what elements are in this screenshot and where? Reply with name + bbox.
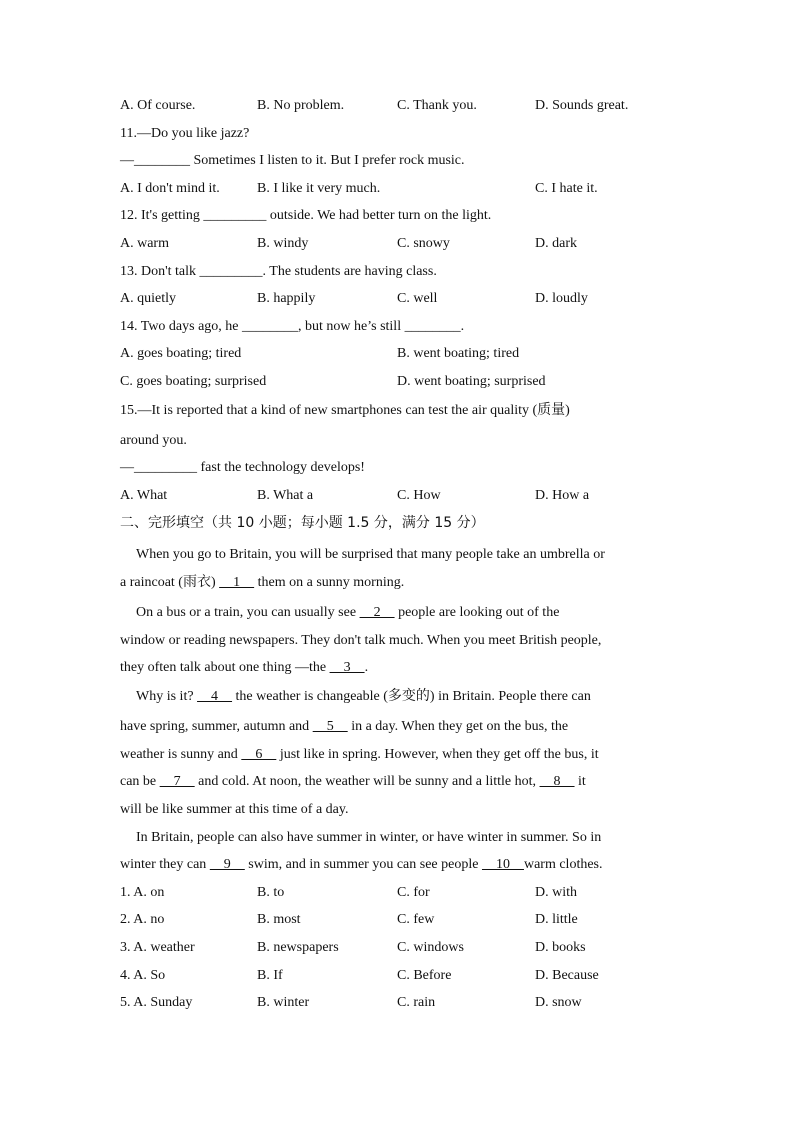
passage-p4-line2 [120, 858, 603, 872]
passage-text: a raincoat (雨衣) [120, 575, 220, 590]
passage-text: them on a sunny morning. [254, 575, 405, 590]
cloze-blank-1: 1 [219, 575, 255, 590]
q13-stem [120, 265, 437, 279]
cloze-blank-3: 3 [329, 660, 365, 675]
passage-p3-line2 [120, 720, 568, 734]
passage-text: the weather is changeable (多变的) in Britain. People there can [232, 689, 591, 704]
cloze-2-option-d: D. little [535, 912, 578, 927]
q11-reply-dash: — [120, 153, 134, 168]
q13-stem-start: 13. Don't talk [120, 264, 200, 279]
cloze-5-option-c: C. rain [397, 995, 436, 1010]
cloze-3-option-c: C. windows [397, 940, 464, 955]
passage-text: have spring, summer, autumn and [120, 719, 313, 734]
passage-text: winter they can [120, 857, 210, 872]
q14-option-b: B. went boating; tired [397, 346, 520, 361]
q13-blank: _________ [199, 264, 263, 279]
q12-stem [120, 209, 491, 223]
q13-stem-end: . The students are having class. [262, 264, 437, 279]
passage-p4-line1: In Britain, people can also have summer in winter, or have winter in summer. So in [136, 830, 602, 845]
q15-stem-line2: around you. [120, 433, 187, 448]
cloze-1-option-b: B. to [257, 885, 285, 900]
passage-text: weather is sunny and [120, 747, 242, 762]
passage-text: On a bus or a train, you can usually see [136, 605, 360, 620]
passage-text: warm clothes. [523, 857, 603, 872]
cloze-2-option-c: C. few [397, 912, 435, 927]
q10-option-a: A. Of course. [120, 98, 196, 113]
q10-option-c: C. Thank you. [397, 98, 477, 113]
passage-text: they often talk about one thing —the [120, 660, 330, 675]
cloze-blank-7: 7 [159, 774, 195, 789]
passage-p1-line2 [120, 576, 404, 590]
cloze-blank-6: 6 [241, 747, 277, 762]
cloze-3-option-d: D. books [535, 940, 586, 955]
q15-stem-line1: 15.—It is reported that a kind of new smartphones can test the air quality (质量) [120, 403, 570, 418]
passage-p3-line3 [120, 748, 599, 762]
q13-option-b: B. happily [257, 291, 316, 306]
q13-option-d: D. loudly [535, 291, 588, 306]
passage-text: in a day. When they get on the bus, the [347, 719, 569, 734]
cloze-1-option-a: 1. A. on [120, 885, 165, 900]
cloze-4-option-a: 4. A. So [120, 968, 166, 983]
q11-option-a: A. I don't mind it. [120, 181, 220, 196]
q14-option-c: C. goes boating; surprised [120, 374, 267, 389]
q15-option-a: A. What [120, 488, 168, 503]
q10-option-d: D. Sounds great. [535, 98, 629, 113]
q12-blank: _________ [203, 208, 267, 223]
q11-reply [120, 154, 465, 168]
cloze-1-option-d: D. with [535, 885, 577, 900]
cloze-2-option-a: 2. A. no [120, 912, 165, 927]
q10-option-b: B. No problem. [257, 98, 345, 113]
q12-option-d: D. dark [535, 236, 577, 251]
cloze-blank-8: 8 [539, 774, 575, 789]
q13-option-a: A. quietly [120, 291, 176, 306]
q11-stem: 11.—Do you like jazz? [120, 126, 250, 141]
passage-text: can be [120, 774, 160, 789]
q11-blank: ________ [134, 153, 190, 168]
cloze-3-option-b: B. newspapers [257, 940, 339, 955]
q15-option-d: D. How a [535, 488, 590, 503]
q12-stem-end: outside. We had better turn on the light. [266, 208, 492, 223]
cloze-blank-4: 4 [197, 689, 233, 704]
cloze-4-option-b: B. If [257, 968, 283, 983]
cloze-1-option-c: C. for [397, 885, 430, 900]
passage-p2-line2: window or reading newspapers. They don't talk much. When you meet British people, [120, 633, 602, 648]
q11-reply-text: Sometimes I listen to it. But I prefer rock music. [190, 153, 465, 168]
passage-p3-line1 [136, 690, 591, 704]
q11-option-c: C. I hate it. [535, 181, 598, 196]
q12-option-a: A. warm [120, 236, 169, 251]
q11-option-b: B. I like it very much. [257, 181, 381, 196]
cloze-2-option-b: B. most [257, 912, 301, 927]
q12-option-b: B. windy [257, 236, 309, 251]
passage-text: . [364, 660, 369, 675]
cloze-blank-5: 5 [312, 719, 348, 734]
cloze-5-option-d: D. snow [535, 995, 582, 1010]
q12-option-c: C. snowy [397, 236, 450, 251]
passage-p2-line1 [136, 606, 559, 620]
passage-text: just like in spring. However, when they get off the bus, it [276, 747, 599, 762]
cloze-3-option-a: 3. A. weather [120, 940, 195, 955]
cloze-5-option-a: 5. A. Sunday [120, 995, 193, 1010]
q14-option-d: D. went boating; surprised [397, 374, 546, 389]
passage-text: and cold. At noon, the weather will be sunny and a little hot, [194, 774, 540, 789]
cloze-blank-9: 9 [209, 857, 245, 872]
section-heading: 二、完形填空（共 10 小题；每小题 1.5 分，满分 15 分） [120, 515, 485, 531]
q12-stem-start: 12. It's getting [120, 208, 204, 223]
cloze-5-option-b: B. winter [257, 995, 310, 1010]
cloze-4-option-c: C. Before [397, 968, 452, 983]
cloze-4-option-d: D. Because [535, 968, 599, 983]
q15-option-b: B. What a [257, 488, 314, 503]
passage-p2-line3 [120, 661, 368, 675]
passage-p1-line1: When you go to Britain, you will be surprised that many people take an umbrella or [136, 547, 605, 562]
q15-option-c: C. How [397, 488, 441, 503]
passage-text: it [574, 774, 586, 789]
q14-stem: 14. Two days ago, he ________, but now he’s still ________. [120, 319, 465, 334]
q15-reply: —_________ fast the technology develops! [120, 460, 365, 475]
q13-option-c: C. well [397, 291, 438, 306]
passage-text: Why is it? [136, 689, 198, 704]
passage-p3-line5: will be like summer at this time of a day. [120, 802, 349, 817]
cloze-blank-10: 10 [481, 857, 524, 872]
cloze-blank-2: 2 [359, 605, 395, 620]
passage-p3-line4 [120, 775, 586, 789]
passage-text: swim, and in summer you can see people [244, 857, 482, 872]
q14-option-a: A. goes boating; tired [120, 346, 242, 361]
passage-text: people are looking out of the [394, 605, 560, 620]
